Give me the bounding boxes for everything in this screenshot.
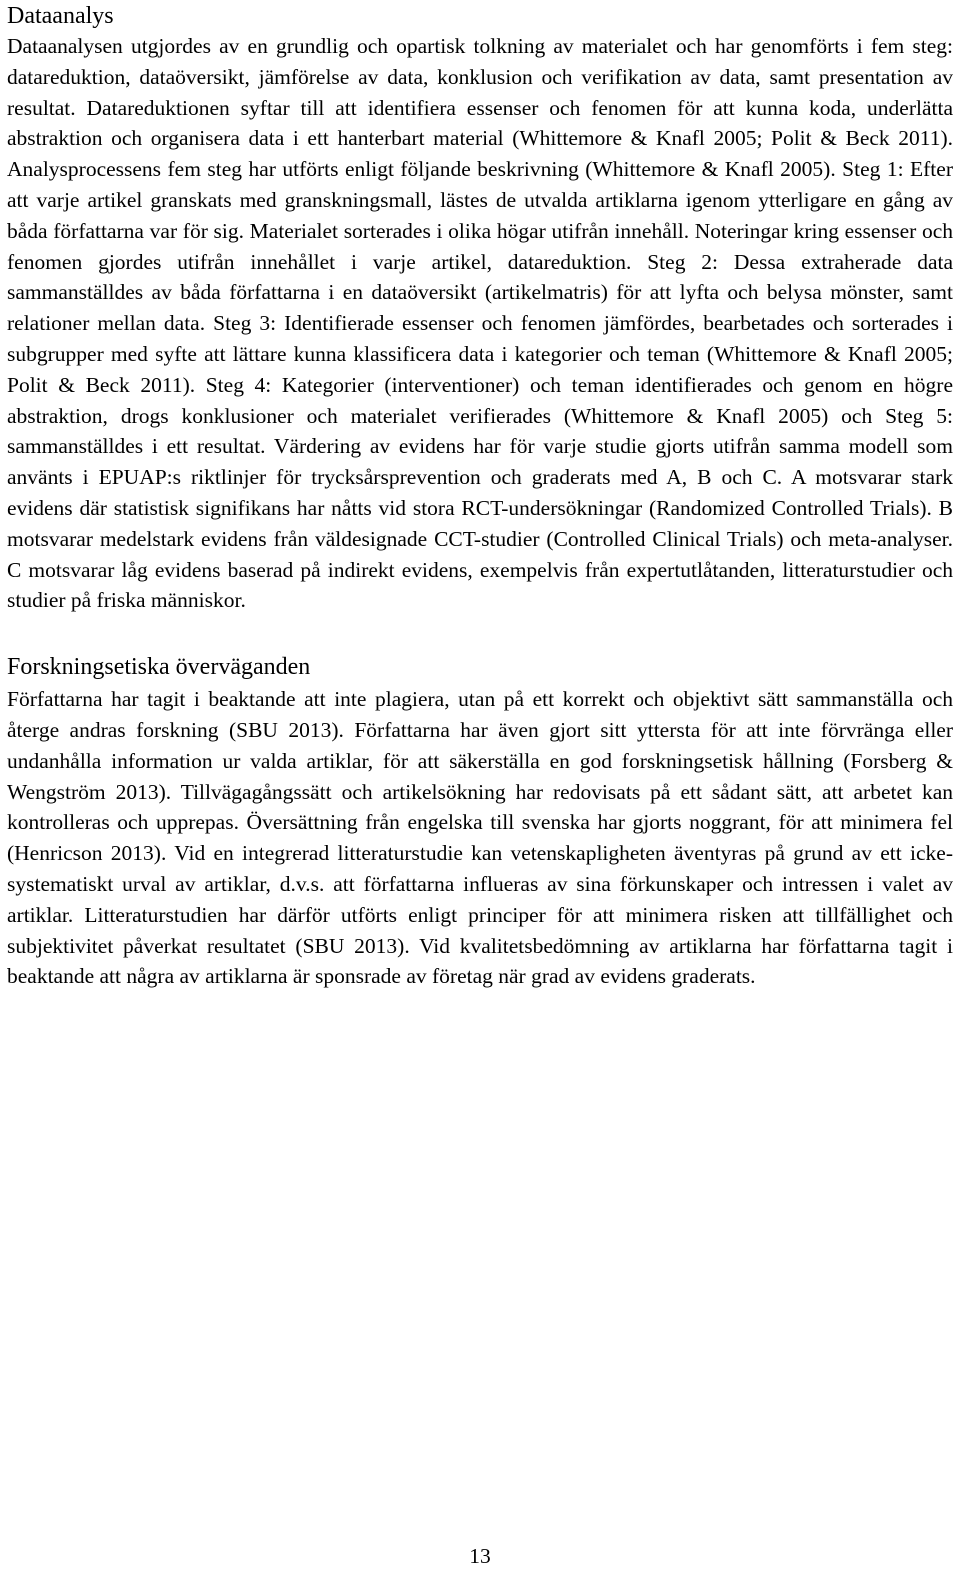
section-dataanalys bbox=[7, 0, 953, 616]
document-page bbox=[7, 0, 953, 992]
section-heading: Forskningsetiska överväganden bbox=[7, 654, 311, 681]
section-paragraph: Dataanalysen utgjordes av en grundlig och opartisk tolkning av materialet och har genomförts i fem steg: datareduktion, dataöversikt, jämförelse av data, konklusion och verifikation av data, samt presentation av resultat. Datareduktionen syftar till att identifiera essenser och fenomen för att kunna koda, underlätta abstraktion och organisera data i ett hanterbart material (Whittemore & Knafl 2005; Polit & Beck 2011). Analysprocessens fem steg har utförts enligt följande beskrivning (Whittemore & Knafl 2005). Steg 1: Efter att varje artikel granskats med granskningsmall, lästes de utvalda artiklarna igenom ytterligare en gång av båda författarna var för sig. Materialet sorterades i olika högar utifrån innehåll. Noteringar kring essenser och fenomen gjordes utifrån innehållet i varje artikel, datareduktion. Steg 2: Dessa extraherade data sammanställdes av båda författarna i en dataöversikt (artikelmatris) för att lyfta och belysa mönster, samt relationer mellan data. Steg 3: Identifierade essenser och fenomen jämfördes, bearbetades och sorterades i subgrupper med syfte att lättare kunna klassificera data i kategorier och teman (Whittemore & Knafl 2005; Polit & Beck 2011). Steg 4: Kategorier (interventioner) och teman identifierades och genom en högre abstraktion, drogs konklusioner och materialet verifierades (Whittemore & Knafl 2005) och Steg 5: sammanställdes i ett resultat. Värdering av evidens har för varje studie gjorts utifrån samma modell som använts i EPUAP:s riktlinjer för trycksårsprevention och graderats med A, B och C. A motsvarar stark evidens där statistisk signifikans har nåtts vid stora RCT-undersökningar (Randomized Controlled Trials). B motsvarar medelstark evidens från väldesignade CCT-studier (Controlled Clinical Trials) och meta-analyser. C motsvarar låg evidens baserad på indirekt evidens, exempelvis från expertutlåtanden, litteraturstudier och studier på friska människor. bbox=[7, 34, 953, 613]
page-number: 13 bbox=[469, 1544, 491, 1568]
section-heading: Dataanalys bbox=[7, 3, 114, 29]
section-forskningsetiska-overvaganden bbox=[7, 652, 953, 992]
section-paragraph: Författarna har tagit i beaktande att inte plagiera, utan på ett korrekt och objektivt sätt sammanställa och återge andras forskning (SBU 2013). Författarna har även gjort sitt yttersta för att inte förvränga eller undanhålla information ur valda artiklar, för att säkerställa en god forskningsetisk hållning (Forsberg & Wengström 2013). Tillvägagångssätt och artikelsökning har redovisats på ett sådant sätt, att arbetet kan kontrolleras och upprepas. Översättning från engelska till svenska har gjorts noggrant, för att minimera fel (Henricson 2013). Vid en integrerad litteraturstudie kan vetenskapligheten äventyras på grund av ett icke-systematiskt urval av artiklar, d.v.s. att författarna influeras av sina förkunskaper och intressen i valet av artiklar. Litteraturstudien har därför utförts enligt principer för att minimera risken att tillfällighet och subjektivitet påverkat resultatet (SBU 2013). Vid kvalitetsbedömning av artiklarna har författarna tagit i beaktande att några av artiklarna är sponsrade av företag när grad av evidens graderats. bbox=[7, 687, 953, 989]
